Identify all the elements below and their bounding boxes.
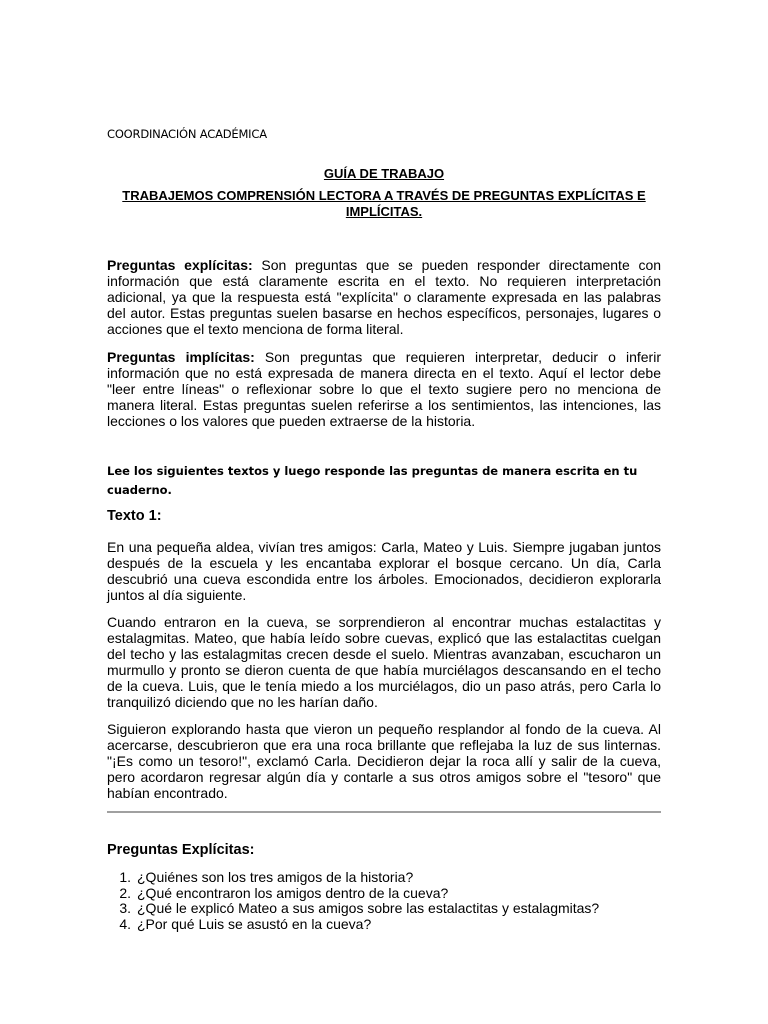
definition-implicit-term: Preguntas implícitas:	[107, 349, 255, 365]
question-number: 1.	[119, 869, 131, 885]
texto1-paragraph-1: En una pequeña aldea, vivían tres amigos: Carla, Mateo y Luis. Siempre jugaban juntos después de la escuela y les encantaba explorar el bosque cercano. Un día, Carla descubrió una cueva escondida entre los árboles. Emocionados, decidieron explorarla juntos al día siguiente.	[107, 539, 661, 603]
texto1-paragraph-3: Siguieron explorando hasta que vieron un pequeño resplandor al fondo de la cueva. Al acercarse, descubrieron que era una roca brillante que reflejaba la luz de sus linternas. "¡Es como un tesoro!", exclamó Carla. Decidieron dejar la roca allí y salir de la cueva, pero acordaron regresar algún día y contarle a sus otros amigos sobre el "tesoro" que habían encontrado.	[107, 721, 661, 801]
question-item	[107, 886, 599, 902]
institution-header: COORDINACIÓN ACADÉMICA	[107, 127, 267, 141]
question-number: 2.	[119, 884, 131, 901]
definition-implicit	[107, 350, 661, 430]
question-text: ¿Qué encontraron los amigos dentro de la cueva?	[137, 884, 449, 901]
question-text: ¿Quiénes son los tres amigos de la historia?	[137, 869, 414, 885]
question-number: 3.	[119, 900, 131, 916]
question-item	[107, 901, 599, 917]
question-text: ¿Qué le explicó Mateo a sus amigos sobre las estalactitas y estalagmitas?	[137, 900, 600, 916]
page-subtitle: TRABAJEMOS COMPRENSIÓN LECTORA A TRAVÉS DE PREGUNTAS EXPLÍCITAS E IMPLÍCITAS.	[122, 188, 646, 219]
definition-explicit-term: Preguntas explícitas:	[107, 257, 253, 273]
texto1-title: Texto 1:	[107, 508, 162, 524]
question-text: ¿Por qué Luis se asustó en la cueva?	[137, 915, 372, 932]
definition-implicit-text: Son preguntas que requieren interpretar, deducir o inferir información que no está expresada de manera directa en el texto. Aquí el lector debe "leer entre líneas" o reflexionar sobre lo que el texto sugiere pero no menciona de manera literal. Estas preguntas suelen referirse a los sentimientos, las intenciones, las lecciones o los valores que pueden extraerse de la historia.	[107, 349, 661, 429]
texto1-paragraph-2: Cuando entraron en la cueva, se sorprendieron al encontrar muchas estalactitas y estalagmitas. Mateo, que había leído sobre cuevas, explicó que las estalactitas cuelgan del techo y las estalagmitas crecen desde el suelo. Mientras avanzaban, escucharon un murmullo y pronto se dieron cuenta de que había murciélagos descansando en el techo de la cueva. Luis, que le tenía miedo a los murciélagos, dio un paso atrás, pero Carla lo tranquilizó diciendo que no les harían daño.	[107, 614, 661, 710]
question-item	[107, 870, 599, 886]
question-item	[107, 917, 599, 933]
page-title: GUÍA DE TRABAJO	[323, 166, 445, 181]
horizontal-divider	[107, 811, 661, 813]
instruction-text: Lee los siguientes textos y luego responde las preguntas de manera escrita en tu cuaderno.	[107, 464, 638, 497]
questions-list	[107, 870, 599, 932]
definition-explicit-text: Son preguntas que se pueden responder directamente con información que está claramente escrita en el texto. No requieren interpretación adicional, ya que la respuesta está "explícita" o claramente expresada en las palabras del autor. Estas preguntas suelen basarse en hechos específicos, personajes, lugares o acciones que el texto menciona de forma literal.	[107, 257, 662, 337]
questions-title: Preguntas Explícitas:	[107, 842, 255, 858]
question-number: 4.	[119, 915, 131, 932]
definition-explicit	[107, 258, 661, 338]
